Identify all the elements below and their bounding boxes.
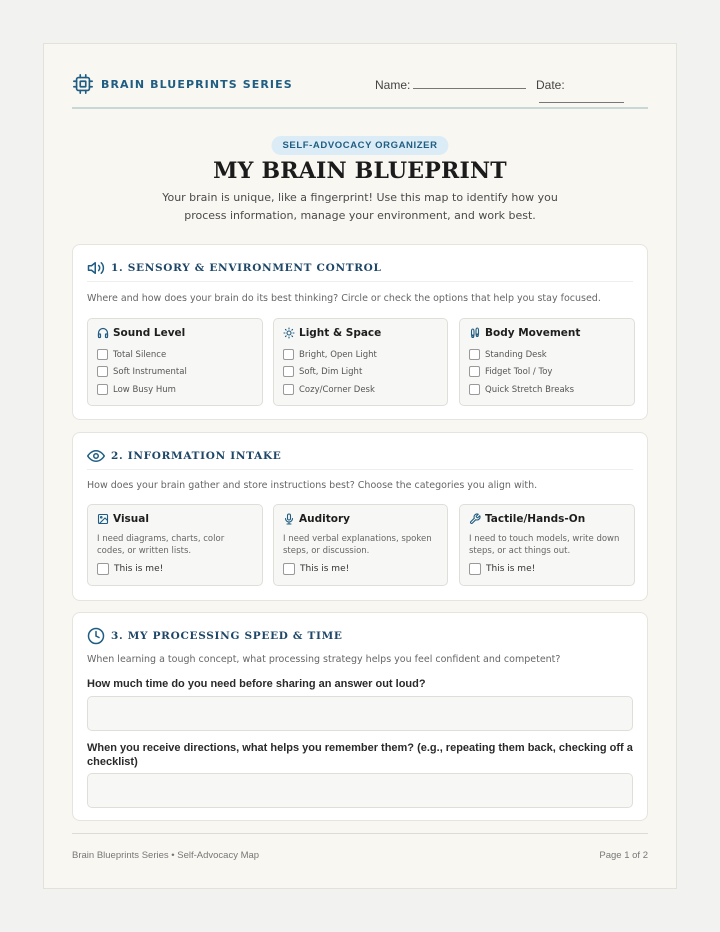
light-space-box (273, 318, 448, 406)
headphones-icon (97, 327, 109, 339)
sensory-section (72, 244, 648, 420)
option-label: Total Silence (113, 349, 167, 360)
sun-icon (283, 327, 295, 339)
box-description: I need to touch models, write down steps, or act things out. (469, 534, 620, 556)
checkbox[interactable] (283, 349, 294, 360)
option-label: Low Busy Hum (113, 384, 176, 395)
checkbox[interactable] (97, 366, 108, 377)
box-title: Auditory (299, 513, 350, 525)
checkbox[interactable] (469, 384, 480, 395)
name-field[interactable] (375, 78, 526, 92)
answer-remember-directions[interactable] (87, 773, 633, 808)
check-label: This is me! (300, 564, 350, 574)
visual-box (87, 504, 263, 586)
box-title: Sound Level (113, 327, 186, 339)
this-is-me-tactile[interactable] (469, 563, 535, 575)
category-badge: SELF-ADVOCACY ORGANIZER (271, 136, 448, 155)
date-line[interactable] (539, 93, 624, 103)
sound-level-box (87, 318, 263, 406)
option-label: Standing Desk (485, 349, 547, 360)
this-is-me-visual[interactable] (97, 563, 163, 575)
option-label: Soft, Dim Light (299, 366, 363, 377)
processing-section (72, 612, 648, 821)
page-footer (72, 833, 648, 861)
section-description: Where and how does your brain do its best thinking? Circle or check the options that help you stay focused. (87, 293, 601, 304)
intake-section (72, 432, 648, 601)
question-remember-directions: When you receive directions, what helps you remember them? (e.g., repeating them back, checking off a checklist) (87, 742, 633, 768)
option-label: Fidget Tool / Toy (485, 366, 553, 377)
page-number: Page 1 of 2 (599, 850, 648, 861)
intro-text: Your brain is unique, like a fingerprint! Use this map to identify how you process information, manage your environment, and work best. (162, 191, 558, 222)
option-total-silence[interactable] (97, 349, 166, 360)
section-description: How does your brain gather and store instructions best? Choose the categories you align with. (87, 480, 538, 491)
option-dim-light[interactable] (283, 366, 362, 377)
box-description: I need diagrams, charts, color codes, or written lists. (97, 534, 225, 556)
worksheet-page (43, 43, 677, 889)
option-stretch-breaks[interactable] (469, 384, 574, 395)
date-field[interactable] (536, 78, 648, 106)
image-icon (97, 513, 109, 525)
clock-icon (87, 627, 105, 645)
body-movement-box (459, 318, 635, 406)
box-title: Body Movement (485, 327, 581, 339)
footer-series: Brain Blueprints Series • Self-Advocacy Map (72, 850, 260, 861)
checkbox[interactable] (283, 563, 295, 575)
tactile-box (459, 504, 635, 586)
option-label: Cozy/Corner Desk (299, 384, 375, 395)
section-header (87, 448, 633, 470)
section-header (87, 628, 633, 650)
option-standing-desk[interactable] (469, 349, 547, 360)
box-title: Visual (113, 513, 149, 525)
box-title: Light & Space (299, 327, 382, 339)
option-label: Bright, Open Light (299, 349, 377, 360)
option-low-busy-hum[interactable] (97, 384, 176, 395)
section-header (87, 260, 633, 282)
name-line[interactable] (413, 79, 526, 89)
eye-icon (87, 447, 105, 465)
section-title: 1. SENSORY & ENVIRONMENT CONTROL (111, 261, 382, 274)
checkbox[interactable] (97, 384, 108, 395)
check-label: This is me! (486, 564, 536, 574)
section-description: When learning a tough concept, what processing strategy helps you feel confident and competent? (87, 654, 561, 665)
microphone-icon (283, 513, 295, 525)
brand-name: BRAIN BLUEPRINTS SERIES (101, 77, 293, 91)
name-label: Name: (375, 78, 411, 92)
checkbox[interactable] (97, 349, 108, 360)
option-bright-light[interactable] (283, 349, 377, 360)
option-soft-instrumental[interactable] (97, 366, 187, 377)
section-title: 2. INFORMATION INTAKE (111, 449, 282, 462)
chip-icon (72, 73, 94, 95)
date-label: Date: (536, 78, 565, 92)
checkbox[interactable] (469, 366, 480, 377)
checkbox[interactable] (97, 563, 109, 575)
option-fidget-tool[interactable] (469, 366, 552, 377)
wrench-icon (469, 513, 481, 525)
footprints-icon (469, 327, 481, 339)
page-title: MY BRAIN BLUEPRINT (213, 158, 507, 184)
auditory-box (273, 504, 448, 586)
brand (72, 73, 293, 95)
question-wait-time: How much time do you need before sharing an answer out loud? (87, 678, 426, 690)
answer-wait-time[interactable] (87, 696, 633, 731)
speaker-icon (87, 259, 105, 277)
box-title: Tactile/Hands-On (485, 513, 586, 525)
option-label: Soft Instrumental (113, 366, 187, 377)
checkbox[interactable] (283, 366, 294, 377)
checkbox[interactable] (469, 349, 480, 360)
check-label: This is me! (114, 564, 164, 574)
box-description: I need verbal explanations, spoken steps, or discussion. (283, 534, 432, 556)
section-title: 3. MY PROCESSING SPEED & TIME (111, 630, 343, 642)
page-header (72, 71, 648, 109)
checkbox[interactable] (469, 563, 481, 575)
this-is-me-auditory[interactable] (283, 563, 349, 575)
option-label: Quick Stretch Breaks (485, 384, 575, 395)
checkbox[interactable] (283, 384, 294, 395)
option-corner-desk[interactable] (283, 384, 375, 395)
